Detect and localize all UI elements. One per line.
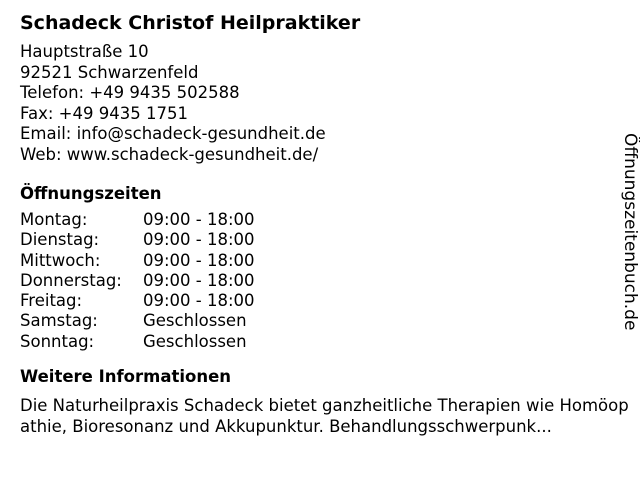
- hours-day: Sonntag:: [20, 331, 95, 351]
- phone-number: Telefon: +49 9435 502588: [20, 83, 240, 102]
- opening-hours-heading: Öffnungszeiten: [20, 184, 162, 203]
- hours-row-thursday: [20, 271, 612, 291]
- site-brand-label: Öffnungszeitenbuch.de: [620, 133, 640, 331]
- business-card: [20, 10, 629, 437]
- hours-day: Samstag:: [20, 311, 98, 331]
- hours-row-tuesday: [20, 230, 612, 250]
- hours-day: Donnerstag:: [20, 270, 122, 290]
- hours-time: 09:00 - 18:00: [143, 210, 255, 229]
- business-name: Schadeck Christof Heilpraktiker: [20, 12, 361, 34]
- hours-day: Freitag:: [20, 291, 83, 311]
- hours-day: Dienstag:: [20, 230, 100, 250]
- postal-city: 92521 Schwarzenfeld: [20, 62, 199, 82]
- hours-time: Geschlossen: [143, 311, 247, 331]
- street-address: Hauptstraße 10: [20, 42, 149, 61]
- hours-time: 09:00 - 18:00: [143, 230, 255, 250]
- hours-row-friday: [20, 291, 612, 311]
- hours-row-wednesday: [20, 251, 612, 271]
- hours-time: Geschlossen: [143, 331, 247, 351]
- opening-hours-table: [20, 210, 612, 352]
- hours-time: 09:00 - 18:00: [143, 250, 255, 270]
- hours-day: Montag:: [20, 210, 88, 229]
- hours-time: 09:00 - 18:00: [143, 291, 255, 311]
- hours-row-saturday: [20, 311, 612, 331]
- hours-row-monday: [20, 210, 612, 230]
- hours-time: 09:00 - 18:00: [143, 270, 255, 290]
- business-description: Die Naturheilpraxis Schadeck bietet ganzheitliche Therapien wie Homöopathie, Bioresonanz und Akkupunktur. Behandlungsschwerpunk...: [20, 396, 629, 437]
- email-address: Email: info@schadeck-gesundheit.de: [20, 124, 326, 143]
- contact-block: [20, 42, 612, 165]
- more-info-heading: Weitere Informationen: [20, 367, 232, 387]
- fax-number: Fax: +49 9435 1751: [20, 103, 188, 123]
- website-address: Web: www.schadeck-gesundheit.de/: [20, 144, 319, 164]
- hours-row-sunday: [20, 332, 612, 352]
- hours-day: Mittwoch:: [20, 250, 101, 270]
